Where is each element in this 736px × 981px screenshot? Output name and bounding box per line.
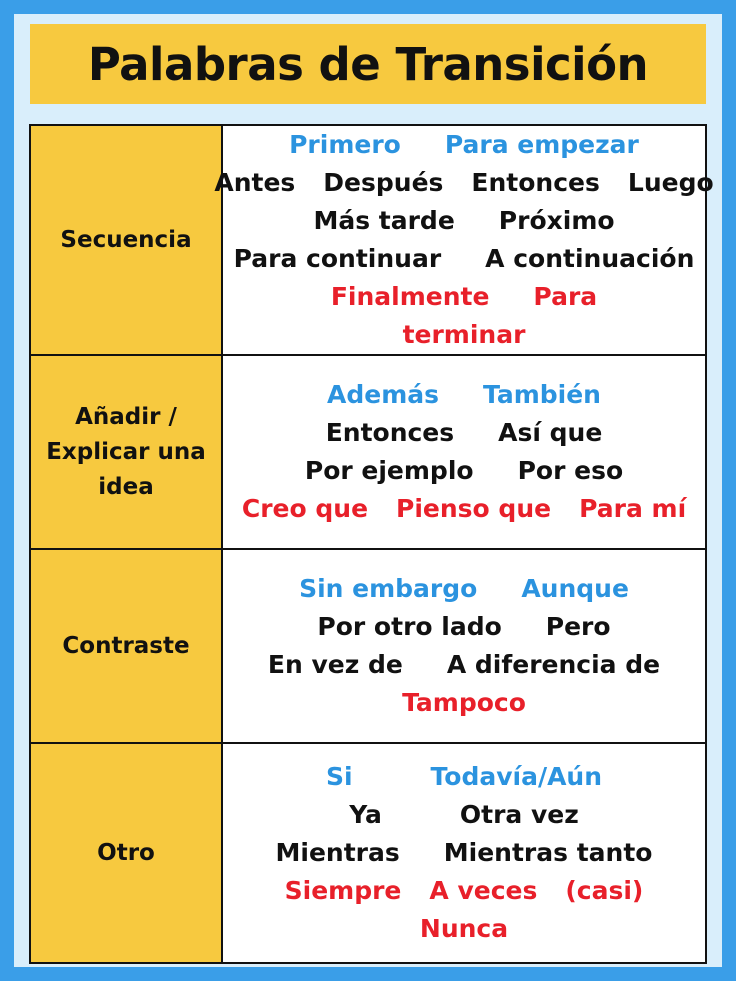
table-row	[30, 125, 706, 355]
transition-word: Otra vez	[459, 800, 579, 829]
transition-word: En vez de	[267, 650, 403, 679]
category-cell	[30, 743, 222, 963]
word-line	[223, 490, 705, 528]
words-cell	[222, 743, 706, 963]
transition-word: Ya	[349, 800, 382, 829]
category-label: Secuencia	[60, 226, 192, 253]
transition-word: Sin embargo	[299, 574, 478, 603]
transition-word: Más tarde	[313, 206, 455, 235]
transition-word: Por ejemplo	[304, 456, 474, 485]
transition-word: Además	[327, 380, 440, 409]
transition-word: A continuación	[485, 244, 695, 273]
transition-word: Después	[323, 168, 444, 197]
words-cell	[214, 125, 714, 355]
word-line	[223, 240, 705, 278]
title-banner	[30, 24, 706, 104]
word-line	[223, 608, 705, 646]
transition-word: Mientras tanto	[443, 838, 653, 867]
transition-word: Entonces	[325, 418, 455, 447]
transition-word: A veces	[429, 876, 538, 905]
category-cell	[30, 549, 222, 743]
transition-word: Así que	[498, 418, 603, 447]
transition-word: Antes	[214, 168, 296, 197]
category-label: Añadir /	[75, 403, 177, 430]
transition-word: Primero	[289, 130, 401, 159]
words-cell	[222, 355, 706, 549]
table-row	[30, 355, 706, 549]
transition-word: Entonces	[471, 168, 600, 197]
transition-word: Para mí	[579, 494, 687, 523]
category-label: idea	[98, 473, 154, 500]
word-line	[223, 316, 705, 354]
table-row	[30, 743, 706, 963]
word-line	[223, 684, 705, 722]
transition-word: A diferencia de	[446, 650, 661, 679]
word-line	[223, 834, 705, 872]
transition-word: Para	[533, 282, 598, 311]
transition-word: Mientras	[275, 838, 400, 867]
transition-word: Tampoco	[402, 688, 526, 717]
category-cell	[30, 125, 222, 355]
category-label: Otro	[97, 839, 155, 866]
category-cell	[30, 355, 222, 549]
words-cell	[222, 549, 706, 743]
transition-word: Pienso que	[396, 494, 552, 523]
category-label: Explicar una	[46, 438, 206, 465]
transition-word: (casi)	[565, 876, 644, 905]
transition-word: Creo que	[241, 494, 369, 523]
word-line	[223, 126, 705, 164]
word-line	[214, 164, 714, 202]
transition-word: Nunca	[419, 914, 509, 943]
word-line	[223, 278, 705, 316]
word-line	[223, 414, 705, 452]
transition-word: terminar	[402, 320, 526, 349]
word-line	[223, 570, 705, 608]
category-label: Contraste	[62, 632, 190, 659]
transition-words-table	[29, 124, 714, 964]
transition-word: Pero	[545, 612, 611, 641]
transition-word: Si	[325, 762, 353, 791]
transition-word: También	[483, 380, 601, 409]
word-line	[223, 910, 705, 948]
table-row	[30, 549, 706, 743]
transition-word: Por eso	[517, 456, 624, 485]
word-line	[223, 758, 705, 796]
transition-word: Próximo	[498, 206, 615, 235]
page-title: Palabras de Transición	[87, 37, 649, 91]
transition-word: Luego	[627, 168, 714, 197]
transition-word: Finalmente	[330, 282, 490, 311]
word-line	[223, 452, 705, 490]
transition-word: Para continuar	[233, 244, 442, 273]
transition-word: Para empezar	[444, 130, 639, 159]
word-line	[223, 646, 705, 684]
transition-word: Aunque	[521, 574, 629, 603]
transition-word: Siempre	[284, 876, 402, 905]
transition-word: Todavía/Aún	[430, 762, 603, 791]
word-line	[223, 796, 705, 834]
word-line	[223, 376, 705, 414]
word-line	[223, 872, 705, 910]
transition-word: Por otro lado	[317, 612, 502, 641]
word-line	[223, 202, 705, 240]
